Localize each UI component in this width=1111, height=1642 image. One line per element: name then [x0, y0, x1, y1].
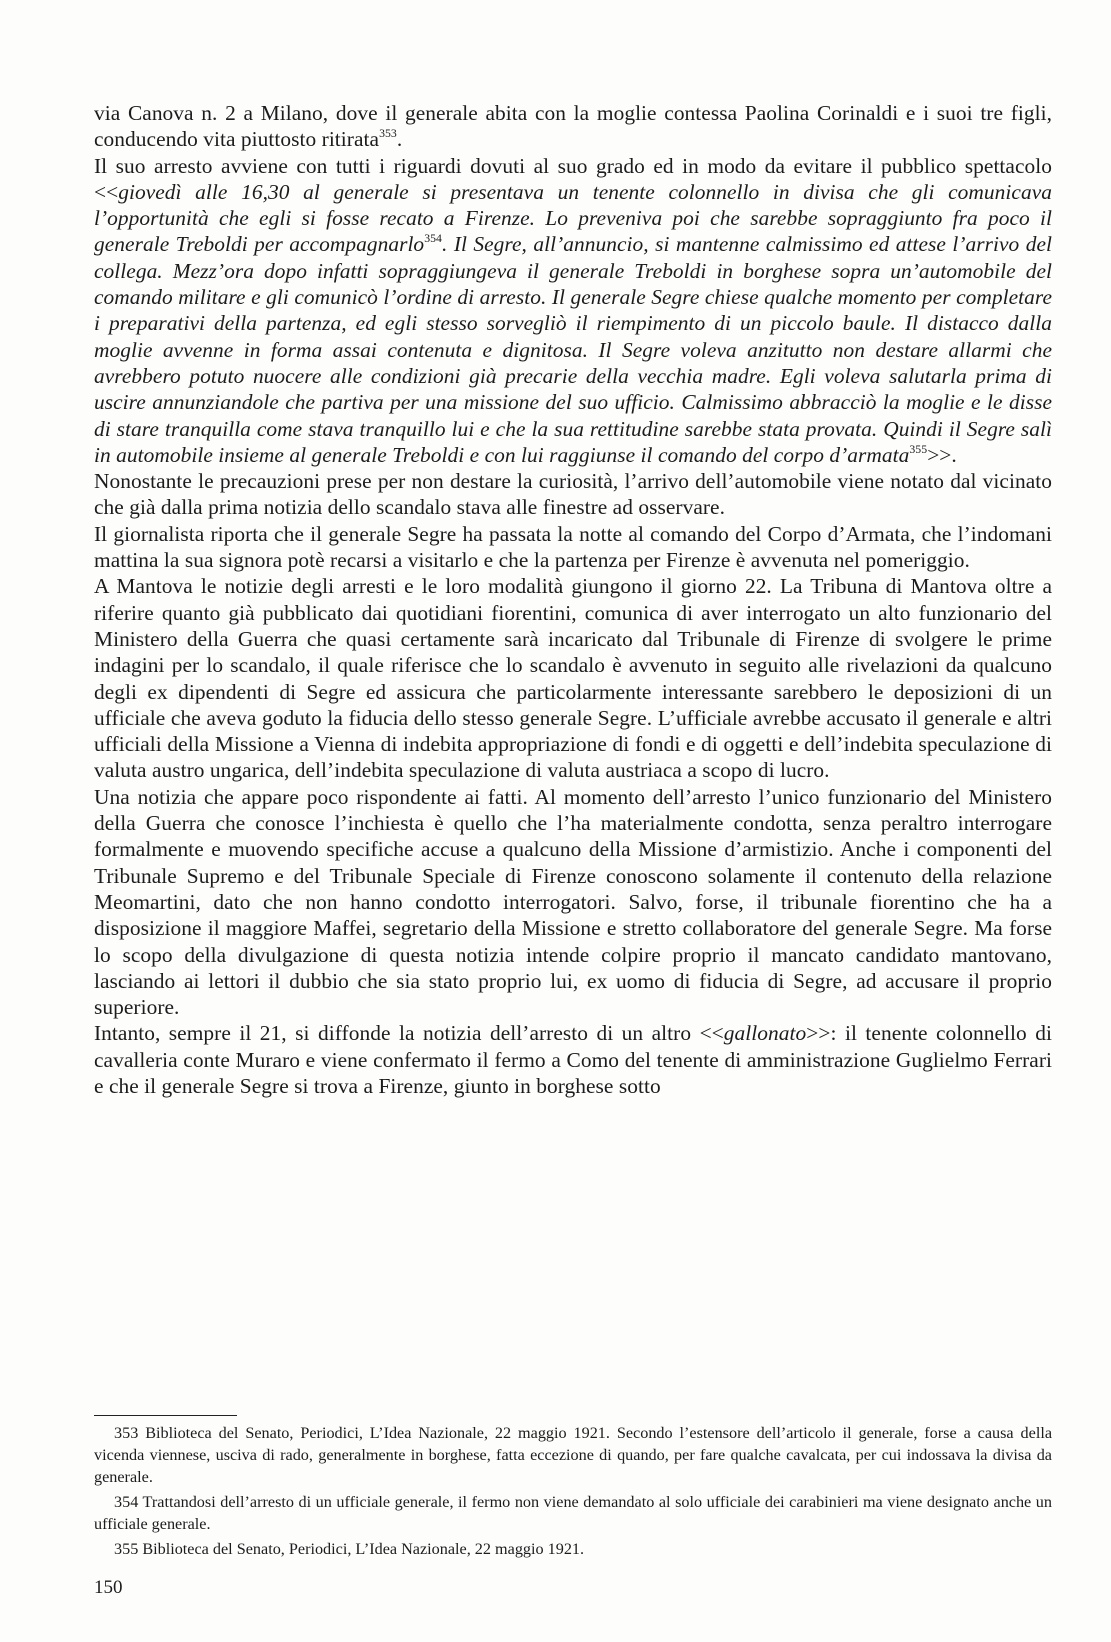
footnote-353: [94, 1422, 1052, 1488]
quote-close: >>.: [927, 442, 957, 467]
paragraph-4: Il giornalista riporta che il generale Segre ha passata la notte al comando del Corpo d’Armata, che l’indomani mattina la sua signora potè recarsi a visitarlo e che la partenza per Firenze è avvenuta nel pomeriggio.: [94, 521, 1052, 573]
footnote-divider: [94, 1415, 237, 1416]
paragraph-2-intro: Il suo arresto avviene con tutti i riguardi dovuti al suo grado ed in modo da evitare il pubblico spettacolo: [94, 153, 1052, 178]
footnote-text: Trattandosi dell’arresto di un ufficiale generale, il fermo non viene demandato al solo ufficiale dei carabinieri ma viene designato anche un ufficiale generale.: [94, 1493, 1052, 1533]
paragraph-5: A Mantova le notizie degli arresti e le loro modalità giungono il giorno 22. La Tribuna di Mantova oltre a riferire quanto già pubblicato dai quotidiani fiorentini, comunica di aver interrogato un alto funzionario del Ministero della Guerra che quasi certamente sarà incaricato dal Tribunale di Firenze di svolgere le prime indagini per lo scandalo, il quale riferisce che lo scandalo è avvenuto in seguito alle rivelazioni da qualcuno degli ex dipendenti di Segre ed assicura che particolarmente interessante sarebbero le deposizioni di un ufficiale che aveva goduto la fiducia dello stesso generale Segre. L’ufficiale avrebbe accusato il generale e altri ufficiali della Missione a Vienna di indebita appropriazione di fondi e di oggetti e dell’indebita speculazione di valuta austro ungarica, dell’indebita speculazione di valuta austriaca a scopo di lucro.: [94, 574, 1052, 783]
footnote-ref-354: 354: [424, 232, 442, 246]
paragraph-1: [94, 100, 1052, 153]
quotation-part-1: giovedì alle 16,30 al generale si presentava un tenente colonnello in divisa che gli comunicava l’opportunità che egli si fosse recato a Firenze. Lo preveniva poi che sarebbe sopraggiunto fra poco il generale Treboldi per accompagnarlo: [94, 179, 1052, 257]
paragraph-3: Nonostante le precauzioni prese per non destare la curiosità, l’arrivo dell’automobile viene notato dal vicinato che già dalla prima notizia dello scandalo stava alle finestre ad osservare.: [94, 469, 1052, 520]
paragraph-1-text: via Canova n. 2 a Milano, dove il generale abita con la moglie contessa Paolina Corinaldi e i suoi tre figli, conducendo vita piuttosto ritirata: [94, 101, 1052, 152]
footnote-ref-355: 355: [909, 443, 928, 457]
footnote-text: Biblioteca del Senato, Periodici, L’Idea Nazionale, 22 maggio 1921.: [138, 1540, 585, 1558]
quote-open: <<: [94, 179, 119, 204]
footnote-number: 353: [114, 1424, 139, 1442]
paragraph-6: Una notizia che appare poco rispondente ai fatti. Al momento dell’arresto l’unico funzionario del Ministero della Guerra che conosce l’inchiesta è quello che l’ha materialmente condotta, senza peraltro interrogare formalmente e muovendo specifiche accuse a qualcuno della Missione d’armistizio. Anche i componenti del Tribunale Supremo e del Tribunale Speciale di Firenze conoscono solamente il contenuto della relazione Meomartini, dato che non hanno condotto interrogatori. Salvo, forse, il tribunale fiorentino che ha a disposizione il maggiore Maffei, segretario della Missione e stretto collaboratore del generale Segre. Ma forse lo scopo della divulgazione di questa notizia intende colpire proprio il mancato candidato mantovano, lasciando ai lettori il dubbio che sia stato proprio lui, ex uomo di fiducia di Segre, ad accusare il proprio superiore.: [94, 784, 1052, 1020]
footnote-number: 354: [114, 1493, 139, 1511]
quotation-part-2: . Il Segre, all’annuncio, si mantenne calmissimo ed attese l’arrivo del collega. Mezz’ora dopo infatti sopraggiungeva il generale Treboldi in borghese sopra un’automobile del comando militare e gli comunicò l’ordine di arresto. Il generale Segre chiese qualche momento per completare i preparativi della partenza, ed egli stesso sorvegliò il riempimento di un piccolo baule. Il distacco dalla moglie avvenne in forma assai contenuta e dignitosa. Il Segre voleva anzitutto non destare allarmi che avrebbero potuto nuocere alle condizioni già precarie della vecchia madre. Egli voleva salutarla prima di uscire annunziandole che partiva per una missione del suo ufficio. Calmissimo abbracciò la moglie e le disse di stare tranquilla come stava tranquillo lui e che la sua rettitudine sarebbe stata provata. Quindi il Segre salì in automobile insieme al generale Treboldi e con lui raggiunse il comando del corpo d’armata: [94, 232, 1052, 467]
page-number: 150: [94, 1577, 123, 1598]
paragraph-7-rest: : il tenente colonnello di cavalleria conte Muraro e viene confermato il fermo a Como del tenente di amministrazione Guglielmo Ferrari e che il generale Segre si trova a Firenze, giunto in borghese sotto: [94, 1021, 1052, 1098]
footnote-355: [94, 1538, 1052, 1560]
quote-open: <<: [699, 1021, 724, 1046]
quoted-word: gallonato: [723, 1021, 807, 1046]
paragraph-7-intro: Intanto, sempre il 21, si diffonde la notizia dell’arresto di un altro: [94, 1021, 700, 1046]
paragraph-1-end: .: [396, 127, 403, 152]
footnotes: [94, 1422, 1052, 1563]
footnote-354: [94, 1491, 1052, 1535]
footnote-number: 355: [114, 1540, 139, 1558]
footnote-ref-353: 353: [379, 127, 397, 141]
paragraph-7: [94, 1020, 1052, 1099]
paragraph-2: [94, 153, 1052, 469]
main-text: [94, 100, 1052, 1099]
quote-close: >>: [806, 1021, 831, 1046]
footnote-text: Biblioteca del Senato, Periodici, L’Idea Nazionale, 22 maggio 1921. Secondo l’estensore dell’articolo il generale, forse a causa della vicenda viennese, usciva di rado, generalmente in borghese, fatta eccezione di quando, per fare qualche cavalcata, per cui indossava la divisa da generale.: [94, 1424, 1052, 1486]
